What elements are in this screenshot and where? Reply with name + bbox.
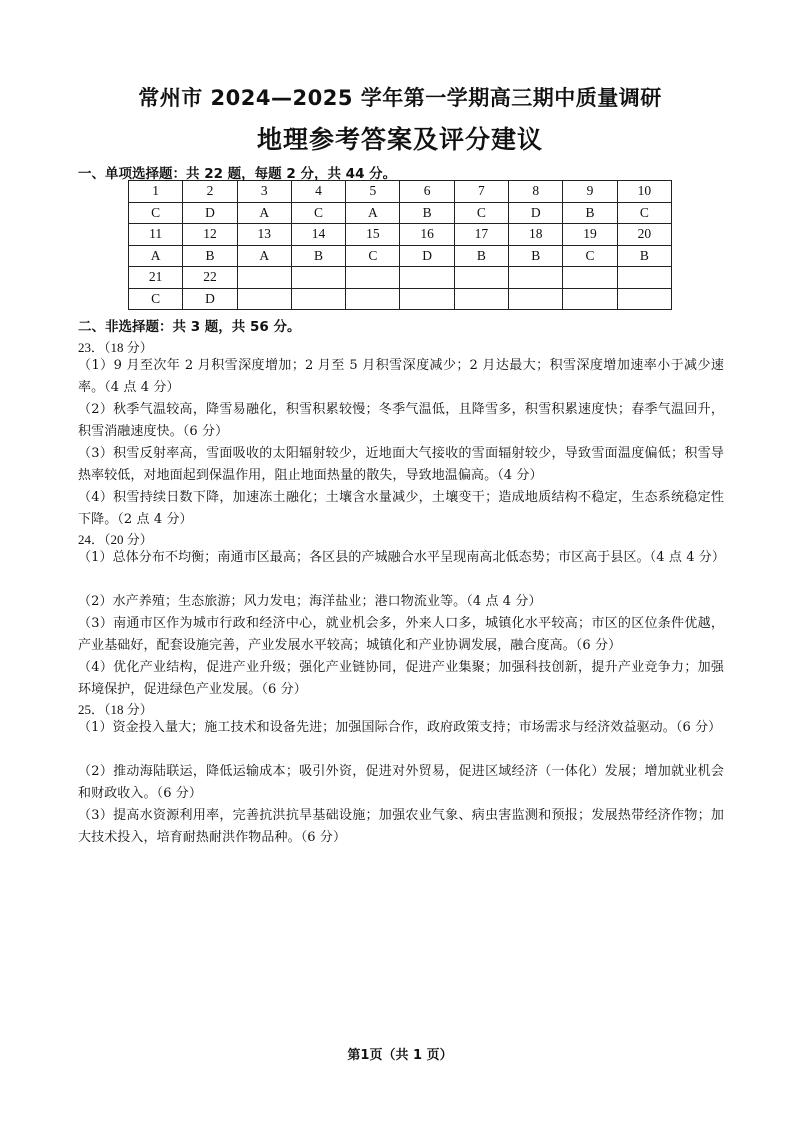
question-number-cell: 19 [563,224,617,246]
question-number-cell [563,267,617,289]
answer-cell: C [346,245,400,267]
answer-row [129,245,672,267]
answer-cell: C [617,202,671,224]
question-number-cell: 13 [237,224,291,246]
question-number-row [129,181,672,203]
question-number-cell: 22 [183,267,237,289]
question-number-cell [346,267,400,289]
q23-answer-4: （4）积雪持续日数下降，加速冻土融化；土壤含水量减少，土壤变干；造成地质结构不稳定，生态系统稳定性下降。（2 点 4 分） [78,490,724,527]
question-number-cell: 3 [237,181,291,203]
q23-answer-3: （3）积雪反射率高，雪面吸收的太阳辐射较少，近地面大气接收的雪面辐射较少，导致雪面温度偏低；积雪导热率较低，对地面起到保温作用，阻止地面热量的散失，导致地温偏高。（4 分） [78,446,724,483]
answer-cell [617,288,671,310]
answer-cell [291,288,345,310]
q23-answer-2: （2）秋季气温较高，降雪易融化，积雪积累较慢；冬季气温低，且降雪多，积雪积累速度快；春季气温回升，积雪消融速度快。（6 分） [78,402,724,439]
question-number-cell: 12 [183,224,237,246]
question-25-heading: 25．（18 分） [78,702,153,717]
q25-answer-3: （3）提高水资源利用率，完善抗洪抗旱基础设施；加强农业气象、病虫害监测和预报；发展热带经济作物；加大技术投入，培育耐热耐洪作物品种。（6 分） [78,808,724,845]
answer-cell [400,288,454,310]
question-number-cell: 4 [291,181,345,203]
question-number-cell: 5 [346,181,400,203]
q24-answer-2: （2）水产养殖；生态旅游；风力发电；海洋盐业；港口物流业等。（4 点 4 分） [78,594,542,609]
question-number-cell: 20 [617,224,671,246]
question-number-cell: 14 [291,224,345,246]
answer-cell: D [400,245,454,267]
answer-cell: B [617,245,671,267]
answer-row [129,202,672,224]
question-number-cell: 21 [129,267,183,289]
question-number-row [129,267,672,289]
answer-cell: C [129,202,183,224]
q24-answer-4: （4）优化产业结构，促进产业升级；强化产业链协同，促进产业集聚；加强科技创新，提升产业竞争力；加强环境保护，促进绿色产业发展。（6 分） [78,660,724,697]
answer-cell [454,288,508,310]
q24-answer-1: （1）总体分布不均衡；南通市区最高；各区县的产城融合水平呈现南高北低态势；市区高于县区。（4 点 4 分） [78,550,726,565]
question-number-cell: 18 [509,224,563,246]
answer-cell: B [563,202,617,224]
question-number-cell [291,267,345,289]
answer-cell: D [183,202,237,224]
question-number-cell: 9 [563,181,617,203]
question-number-cell: 8 [509,181,563,203]
answer-cell: C [563,245,617,267]
question-number-cell: 16 [400,224,454,246]
question-number-cell [237,267,291,289]
question-number-cell [454,267,508,289]
answer-cell: C [129,288,183,310]
document-title: 常州市 2024—2025 学年第一学期高三期中质量调研 [138,86,662,110]
answer-cell: B [400,202,454,224]
q23-answer-1: （1）9 月至次年 2 月积雪深度增加；2 月至 5 月积雪深度减少；2 月达最大；积雪深度增加速率小于减少速率。（4 点 4 分） [78,358,724,395]
answer-cell: B [183,245,237,267]
question-number-cell: 7 [454,181,508,203]
q25-answer-1: （1）资金投入量大；施工技术和设备先进；加强国际合作，政府政策支持；市场需求与经济效益驱动。（6 分） [78,720,722,735]
answer-cell: D [509,202,563,224]
question-number-cell [509,267,563,289]
section-1-heading: 一、单项选择题：共 22 题，每题 2 分，共 44 分。 [78,166,397,182]
answer-row [129,288,672,310]
answer-cell: B [454,245,508,267]
answer-cell: A [237,245,291,267]
question-number-row [129,224,672,246]
answer-cell [563,288,617,310]
answer-table [128,180,672,310]
answer-cell: A [346,202,400,224]
q25-answer-2: （2）推动海陆联运，降低运输成本；吸引外资，促进对外贸易，促进区域经济（一体化）发展；增加就业机会和财政收入。（6 分） [78,764,724,801]
question-number-cell: 10 [617,181,671,203]
answer-cell: A [237,202,291,224]
question-number-cell: 15 [346,224,400,246]
answer-cell [237,288,291,310]
page-footer: 第1页（共 1 页） [347,1048,453,1063]
answer-cell: D [183,288,237,310]
question-number-cell: 11 [129,224,183,246]
question-23-heading: 23．（18 分） [78,340,153,355]
answer-cell: B [291,245,345,267]
answer-cell: C [454,202,508,224]
q24-answer-3: （3）南通市区作为城市行政和经济中心，就业机会多，外来人口多，城镇化水平较高；市区的区位条件优越，产业基础好，配套设施完善，产业发展水平较高；城镇化和产业协调发展，融合度高。（6 分） [78,616,724,653]
answer-cell [509,288,563,310]
answer-cell: C [291,202,345,224]
document-subtitle: 地理参考答案及评分建议 [256,125,543,154]
question-24-heading: 24．（20 分） [78,532,153,547]
answer-cell: B [509,245,563,267]
question-number-cell [400,267,454,289]
section-2-heading: 二、非选择题：共 3 题，共 56 分。 [78,319,301,335]
question-number-cell: 1 [129,181,183,203]
question-number-cell: 2 [183,181,237,203]
question-number-cell: 17 [454,224,508,246]
answer-cell: A [129,245,183,267]
question-number-cell: 6 [400,181,454,203]
answer-cell [346,288,400,310]
question-number-cell [617,267,671,289]
